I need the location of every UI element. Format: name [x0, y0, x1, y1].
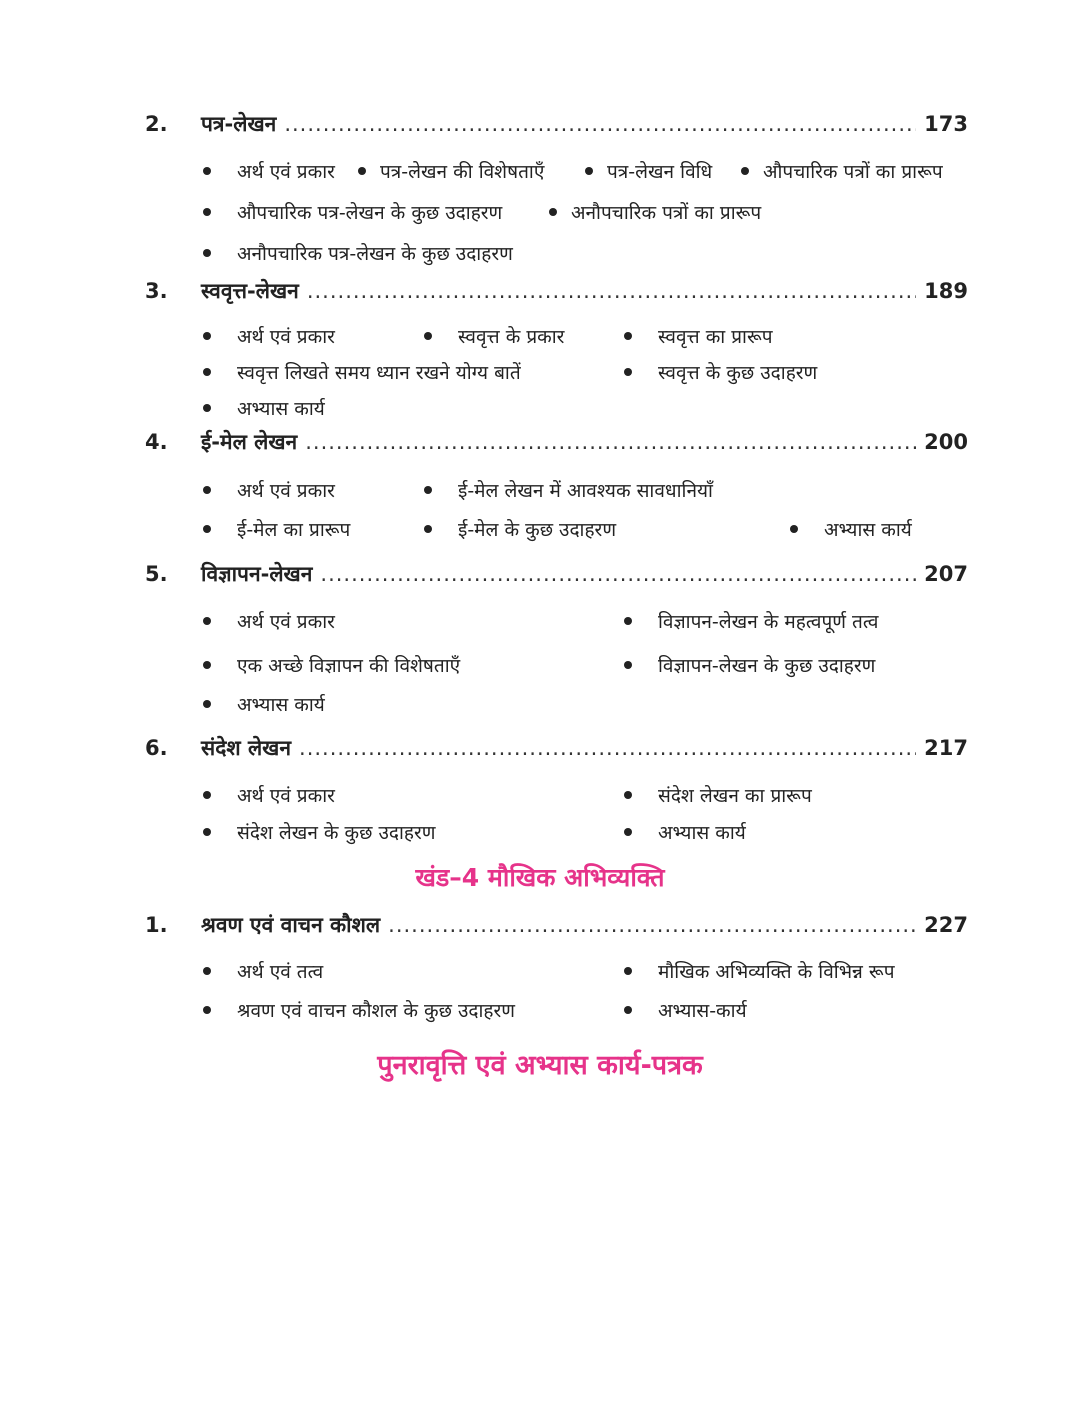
toc-subitem: अनौपचारिक पत्र-लेखन के कुछ उदाहरण: [203, 239, 513, 267]
toc-subitem: अर्थ एवं प्रकार: [203, 781, 335, 809]
toc-entry-patra-lekhan[interactable]: [145, 110, 968, 142]
bullet-icon: [624, 332, 632, 340]
toc-subitem: अभ्यास कार्य: [790, 515, 912, 543]
toc-subitem: मौखिक अभिव्यक्ति के विभिन्न रूप: [624, 957, 894, 985]
bullet-icon: [624, 368, 632, 376]
toc-entry-svavritt-lekhan[interactable]: [145, 277, 968, 309]
bullet-icon: [358, 167, 366, 175]
entry-number: 3.: [145, 279, 168, 303]
toc-subitem: श्रवण एवं वाचन कौशल के कुछ उदाहरण: [203, 996, 515, 1024]
toc-subitem: संदेश लेखन के कुछ उदाहरण: [203, 818, 436, 846]
toc-entry-shravan-vachan[interactable]: [145, 911, 968, 943]
toc-subitem: अनौपचारिक पत्रों का प्रारूप: [549, 198, 761, 226]
dot-leader: [305, 430, 916, 454]
toc-subitem: औपचारिक पत्रों का प्रारूप: [741, 157, 943, 185]
entry-number: 5.: [145, 562, 168, 586]
entry-page-number: 189: [924, 279, 968, 303]
revision-worksheet-heading: पुनरावृत्ति एवं अभ्यास कार्य-पत्रक: [377, 1050, 703, 1081]
dot-leader: [299, 736, 916, 760]
bullet-icon: [741, 167, 749, 175]
entry-number: 6.: [145, 736, 168, 760]
bullet-icon: [549, 208, 557, 216]
entry-number: 1.: [145, 913, 168, 937]
toc-subitem: विज्ञापन-लेखन के कुछ उदाहरण: [624, 651, 875, 679]
bullet-icon: [624, 828, 632, 836]
bullet-icon: [203, 791, 211, 799]
toc-subitem: संदेश लेखन का प्रारूप: [624, 781, 812, 809]
toc-subitem: स्ववृत्त के कुछ उदाहरण: [624, 358, 817, 386]
bullet-icon: [203, 208, 211, 216]
entry-page-number: 217: [924, 736, 968, 760]
toc-subitem: ई-मेल लेखन में आवश्यक सावधानियाँ: [424, 476, 713, 504]
toc-subitem: अभ्यास कार्य: [203, 394, 325, 422]
entry-number: 2.: [145, 112, 168, 136]
toc-subitem: विज्ञापन-लेखन के महत्वपूर्ण तत्व: [624, 607, 878, 635]
bullet-icon: [624, 1006, 632, 1014]
toc-subitem: औपचारिक पत्र-लेखन के कुछ उदाहरण: [203, 198, 502, 226]
dot-leader: [284, 112, 916, 136]
bullet-icon: [203, 525, 211, 533]
bullet-icon: [424, 486, 432, 494]
toc-entry-vigyapan-lekhan[interactable]: [145, 560, 968, 592]
entry-title: स्ववृत्त-लेखन: [201, 279, 299, 303]
bullet-icon: [203, 661, 211, 669]
toc-subitem: अर्थ एवं तत्व: [203, 957, 323, 985]
bullet-icon: [203, 404, 211, 412]
bullet-icon: [203, 828, 211, 836]
toc-subitem: स्ववृत्त का प्रारूप: [624, 322, 773, 350]
bullet-icon: [203, 700, 211, 708]
bullet-icon: [624, 967, 632, 975]
bullet-icon: [624, 791, 632, 799]
entry-page-number: 200: [924, 430, 968, 454]
bullet-icon: [624, 617, 632, 625]
toc-subitem: स्ववृत्त लिखते समय ध्यान रखने योग्य बातें: [203, 358, 521, 386]
toc-subitem: अभ्यास कार्य: [624, 818, 746, 846]
bullet-icon: [203, 249, 211, 257]
bullet-icon: [424, 525, 432, 533]
toc-subitem: ई-मेल के कुछ उदाहरण: [424, 515, 616, 543]
bullet-icon: [203, 167, 211, 175]
entry-title: विज्ञापन-लेखन: [201, 562, 313, 586]
bullet-icon: [203, 332, 211, 340]
dot-leader: [320, 562, 916, 586]
entry-page-number: 207: [924, 562, 968, 586]
toc-subitem: पत्र-लेखन विधि: [585, 157, 712, 185]
bullet-icon: [203, 617, 211, 625]
toc-subitem: अर्थ एवं प्रकार: [203, 607, 335, 635]
toc-entry-sandesh-lekhan[interactable]: [145, 734, 968, 766]
toc-subitem: एक अच्छे विज्ञापन की विशेषताएँ: [203, 651, 460, 679]
entry-title: संदेश लेखन: [201, 736, 292, 760]
bullet-icon: [203, 1006, 211, 1014]
toc-subitem: पत्र-लेखन की विशेषताएँ: [358, 157, 544, 185]
toc-subitem: अभ्यास कार्य: [203, 690, 325, 718]
bullet-icon: [203, 368, 211, 376]
bullet-icon: [424, 332, 432, 340]
toc-subitem: स्ववृत्त के प्रकार: [424, 322, 564, 350]
toc-subitem: अर्थ एवं प्रकार: [203, 476, 335, 504]
dot-leader: [307, 279, 916, 303]
toc-subitem: अर्थ एवं प्रकार: [203, 322, 335, 350]
entry-page-number: 173: [924, 112, 968, 136]
toc-subitem: अर्थ एवं प्रकार: [203, 157, 335, 185]
entry-title: ई-मेल लेखन: [201, 430, 298, 454]
dot-leader: [388, 913, 916, 937]
toc-subitem: अभ्यास-कार्य: [624, 996, 747, 1024]
toc-entry-email-lekhan[interactable]: [145, 428, 968, 460]
bullet-icon: [203, 486, 211, 494]
entry-page-number: 227: [924, 913, 968, 937]
entry-title: पत्र-लेखन: [201, 112, 277, 136]
bullet-icon: [790, 525, 798, 533]
toc-subitem: ई-मेल का प्रारूप: [203, 515, 350, 543]
bullet-icon: [585, 167, 593, 175]
bullet-icon: [624, 661, 632, 669]
entry-title: श्रवण एवं वाचन कौशल: [201, 913, 381, 937]
section-heading: खंड–4 मौखिक अभिव्यक्ति: [415, 863, 665, 892]
entry-number: 4.: [145, 430, 168, 454]
bullet-icon: [203, 967, 211, 975]
